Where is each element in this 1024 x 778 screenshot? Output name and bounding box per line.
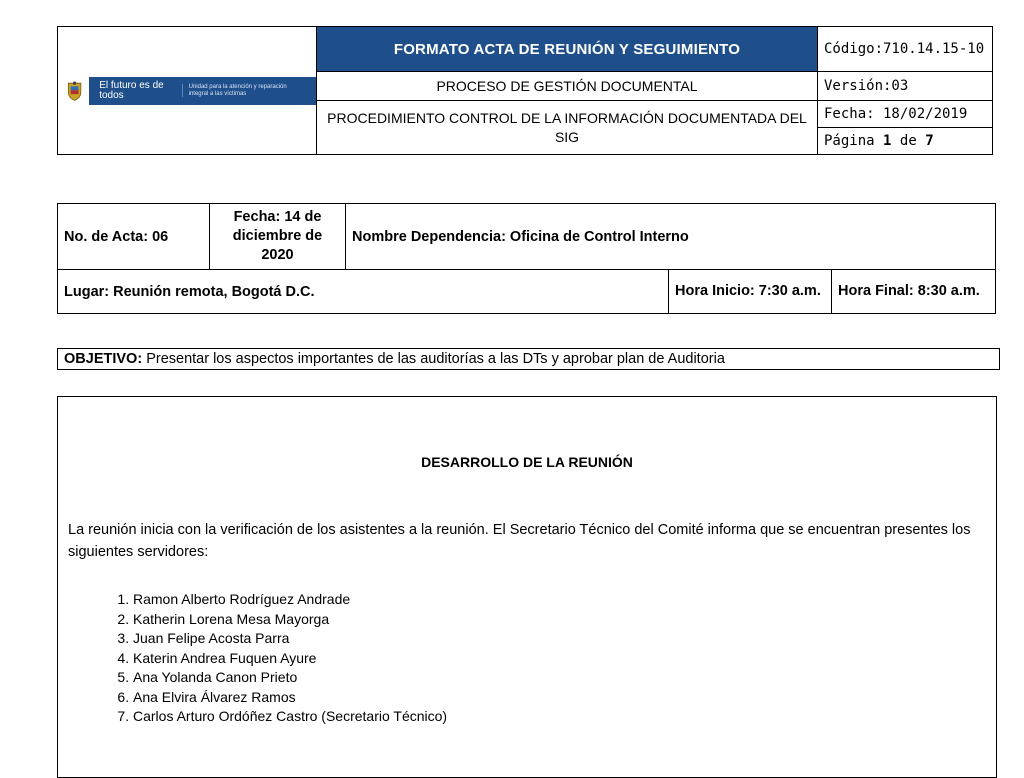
page-total: 7 [925, 133, 934, 149]
meeting-place: Lugar: Reunión remota, Bogotá D.C. [58, 270, 669, 314]
attendee-item: 5. Ana Yolanda Canon Prieto [133, 668, 447, 688]
development-intro: La reunión inicia con la verificación de los asistentes a la reunión. El Secretario Técnico del Comité informa que se encuentran presentes los siguientes servidores: [68, 522, 971, 560]
logo-cell [58, 27, 317, 155]
document-code: Código:710.14.15-10 [818, 27, 993, 72]
coat-of-arms-icon [66, 78, 83, 104]
page-number: 1 [883, 133, 892, 149]
meeting-date: Fecha: 14 de diciembre de 2020 [210, 204, 346, 270]
meeting-info-table [57, 203, 996, 314]
document-header-table [57, 26, 993, 155]
development-section [57, 396, 997, 778]
format-title: FORMATO ACTA DE REUNIÓN Y SEGUIMIENTO [317, 27, 818, 72]
objective-box [57, 348, 1000, 370]
start-time: Hora Inicio: 7:30 a.m. [669, 270, 832, 314]
dependency-name: Nombre Dependencia: Oficina de Control Interno [346, 204, 996, 270]
attendee-list [98, 590, 447, 727]
process-name: PROCESO DE GESTIÓN DOCUMENTAL [317, 72, 818, 101]
attendee-item: 6. Ana Elvira Álvarez Ramos [133, 688, 447, 708]
attendee-item: 2. Katherin Lorena Mesa Mayorga [133, 610, 447, 630]
page-label: Página [824, 133, 875, 149]
attendee-item: 7. Carlos Arturo Ordóñez Castro (Secretario Técnico) [133, 707, 447, 727]
logo-banner [89, 77, 316, 105]
document-version: Versión:03 [818, 72, 993, 101]
objective-label: OBJETIVO: [64, 351, 143, 367]
procedure-name: PROCEDIMIENTO CONTROL DE LA INFORMACIÓN DOCUMENTADA DEL SIG [317, 101, 818, 155]
document-date: Fecha: 18/02/2019 [818, 101, 993, 128]
end-time: Hora Final: 8:30 a.m. [832, 270, 996, 314]
page-indicator [818, 128, 993, 155]
attendee-item: 4. Katerin Andrea Fuquen Ayure [133, 649, 447, 669]
page-of-label: de [899, 133, 917, 149]
attendee-item: 1. Ramon Alberto Rodríguez Andrade [133, 590, 447, 610]
logo-unit-name: Unidad para la atención y reparación integral a las víctimas [182, 84, 316, 97]
acta-number: No. de Acta: 06 [58, 204, 210, 270]
development-title: DESARROLLO DE LA REUNIÓN [421, 454, 633, 470]
organization-logo [66, 77, 316, 105]
objective-text: Presentar los aspectos importantes de las auditorías a las DTs y aprobar plan de Auditoria [146, 351, 725, 367]
logo-tagline: El futuro es de todos [99, 79, 164, 101]
attendee-item: 3. Juan Felipe Acosta Parra [133, 629, 447, 649]
